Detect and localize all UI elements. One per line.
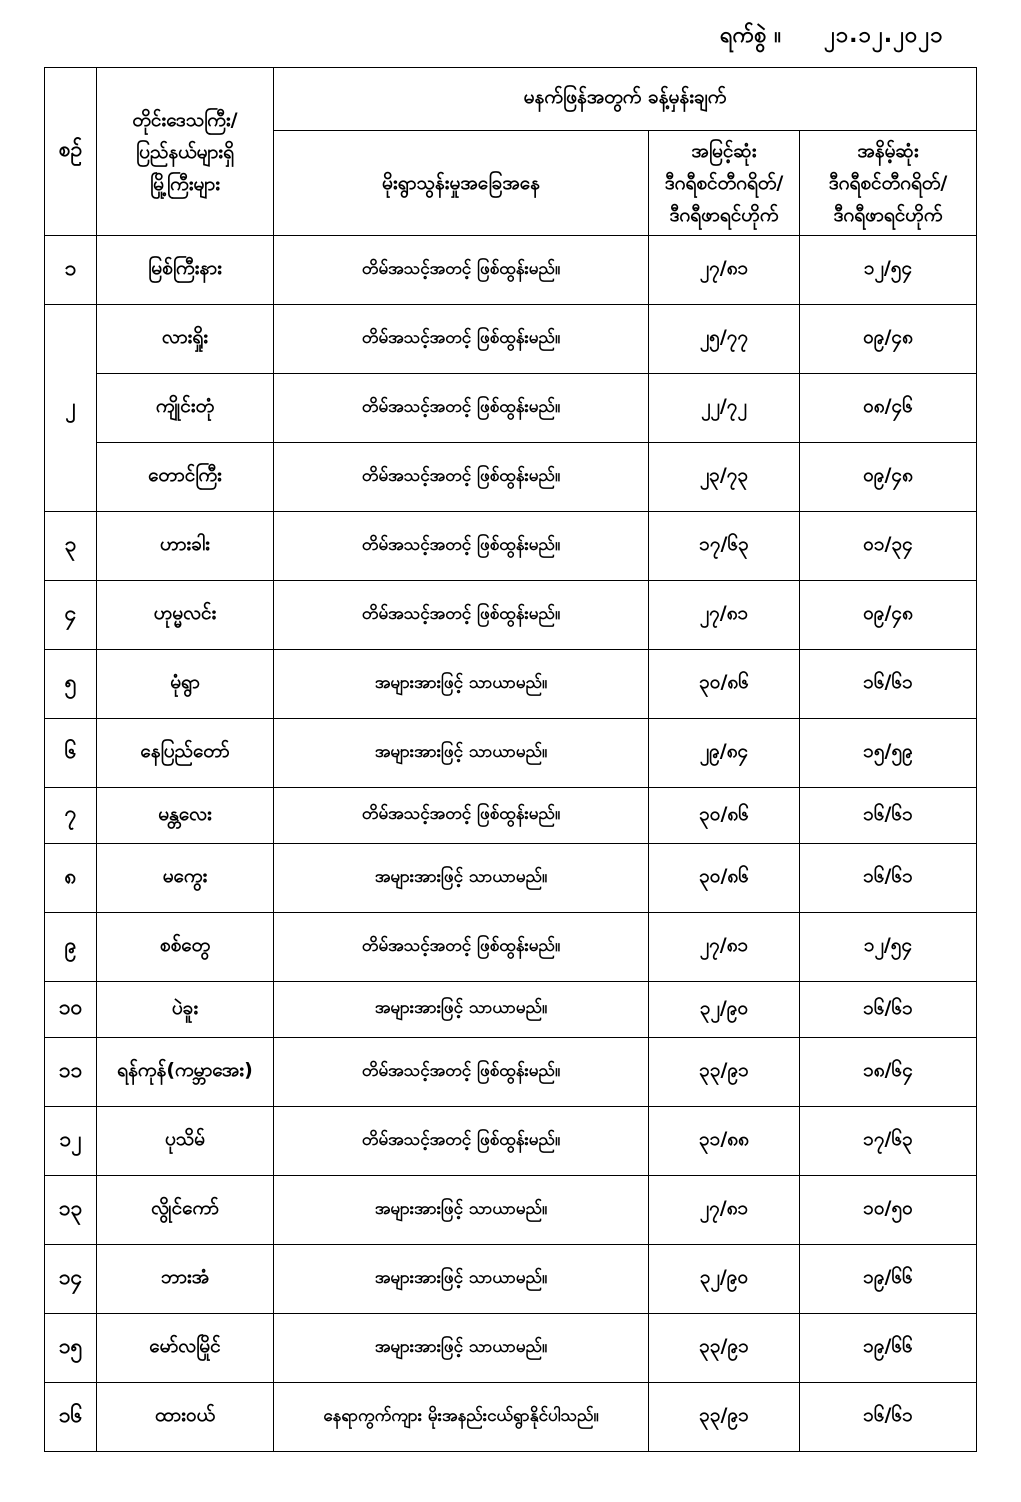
- row-serial: ၇: [45, 788, 97, 844]
- row-forecast: တိမ်အသင့်အတင့် ဖြစ်ထွန်းမည်။: [274, 305, 649, 374]
- row-min-temp: ၀၉/၄၈: [800, 581, 977, 650]
- row-max-temp: ၃၂/၉၀: [649, 1245, 800, 1314]
- header-serial: စဉ်: [45, 68, 97, 236]
- table-row: [45, 443, 977, 512]
- row-forecast: တိမ်အသင့်အတင့် ဖြစ်ထွန်းမည်။: [274, 581, 649, 650]
- table-row: [45, 305, 977, 374]
- forecast-table: [44, 67, 977, 1452]
- header-city: [97, 68, 274, 236]
- table-row: [45, 1245, 977, 1314]
- row-forecast: တိမ်အသင့်အတင့် ဖြစ်ထွန်းမည်။: [274, 913, 649, 982]
- table-row: [45, 581, 977, 650]
- row-min-temp: ၁၅/၅၉: [800, 719, 977, 788]
- row-min-temp: ၀၉/၄၈: [800, 305, 977, 374]
- table-row: [45, 236, 977, 305]
- row-city: မန္တလေး: [97, 788, 274, 844]
- header-weather: မိုးရွာသွန်းမှုအခြေအနေ: [274, 131, 649, 236]
- table-row: [45, 1176, 977, 1245]
- row-max-temp: ၂၇/၈၁: [649, 581, 800, 650]
- row-serial: ၁: [45, 236, 97, 305]
- row-forecast: တိမ်အသင့်အတင့် ဖြစ်ထွန်းမည်။: [274, 788, 649, 844]
- row-max-temp: ၂၅/၇၇: [649, 305, 800, 374]
- row-max-temp: ၂၇/၈၁: [649, 236, 800, 305]
- row-city: နေပြည်တော်: [97, 719, 274, 788]
- table-row: [45, 1107, 977, 1176]
- header-min-temp: [800, 131, 977, 236]
- row-city: မြစ်ကြီးနား: [97, 236, 274, 305]
- header-max-line3: ဒီဂရီဖာရင်ဟိုက်: [669, 204, 779, 226]
- row-max-temp: ၃၀/၈၆: [649, 788, 800, 844]
- row-city: စစ်တွေ: [97, 913, 274, 982]
- row-forecast: တိမ်အသင့်အတင့် ဖြစ်ထွန်းမည်။: [274, 1107, 649, 1176]
- row-city: မော်လမြိုင်: [97, 1314, 274, 1383]
- row-serial: ၈: [45, 844, 97, 913]
- row-serial: ၁၄: [45, 1245, 97, 1314]
- row-max-temp: ၃၀/၈၆: [649, 650, 800, 719]
- header-max-temp: [649, 131, 800, 236]
- row-forecast: အများအားဖြင့် သာယာမည်။: [274, 1245, 649, 1314]
- row-serial: ၁၁: [45, 1038, 97, 1107]
- header-city-line1: တိုင်းဒေသကြီး/: [132, 108, 238, 131]
- row-max-temp: ၂၉/၈၄: [649, 719, 800, 788]
- date-line: [720, 20, 950, 52]
- row-max-temp: ၂၃/၇၃: [649, 443, 800, 512]
- row-city: လားရှိုး: [97, 305, 274, 374]
- row-city: ရန်ကုန်(ကမ္ဘာအေး): [97, 1038, 274, 1107]
- row-min-temp: ၁၆/၆၁: [800, 982, 977, 1038]
- date-value: ၂၁.၁၂.၂၀၂၁: [824, 22, 944, 48]
- row-min-temp: ၁၆/၆၁: [800, 844, 977, 913]
- row-city: ထားဝယ်: [97, 1383, 274, 1452]
- row-serial: ၁၀: [45, 982, 97, 1038]
- header-min-line1: အနိမ့်ဆုံး: [857, 140, 919, 162]
- row-min-temp: ၁၂/၅၄: [800, 236, 977, 305]
- table-row: [45, 374, 977, 443]
- row-min-temp: ၁၉/၆၆: [800, 1245, 977, 1314]
- header-min-line3: ဒီဂရီဖာရင်ဟိုက်: [833, 204, 943, 226]
- row-max-temp: ၃၂/၉၀: [649, 982, 800, 1038]
- row-city: တောင်ကြီး: [97, 443, 274, 512]
- row-forecast: တိမ်အသင့်အတင့် ဖြစ်ထွန်းမည်။: [274, 1038, 649, 1107]
- row-forecast: တိမ်အသင့်အတင့် ဖြစ်ထွန်းမည်။: [274, 443, 649, 512]
- row-serial: ၁၃: [45, 1176, 97, 1245]
- header-max-line2: ဒီဂရီစင်တီဂရိတ်/: [664, 172, 784, 194]
- row-serial: ၉: [45, 913, 97, 982]
- row-serial: ၁၅: [45, 1314, 97, 1383]
- table-row: [45, 1314, 977, 1383]
- row-min-temp: ၁၆/၆၁: [800, 1383, 977, 1452]
- row-forecast: အများအားဖြင့် သာယာမည်။: [274, 982, 649, 1038]
- row-max-temp: ၃၀/၈၆: [649, 844, 800, 913]
- row-min-temp: ၀၁/၃၄: [800, 512, 977, 581]
- row-city: ဘားအံ: [97, 1245, 274, 1314]
- row-serial: ၁၆: [45, 1383, 97, 1452]
- row-serial: ၄: [45, 581, 97, 650]
- row-min-temp: ၁၀/၅၀: [800, 1176, 977, 1245]
- row-max-temp: ၃၃/၉၁: [649, 1314, 800, 1383]
- row-city: လွိုင်ကော်: [97, 1176, 274, 1245]
- row-serial: ၁၂: [45, 1107, 97, 1176]
- row-city: ဟုမ္မလင်း: [97, 581, 274, 650]
- row-city: မုံရွာ: [97, 650, 274, 719]
- row-serial: ၆: [45, 719, 97, 788]
- row-forecast: တိမ်အသင့်အတင့် ဖြစ်ထွန်းမည်။: [274, 374, 649, 443]
- row-forecast: တိမ်အသင့်အတင့် ဖြစ်ထွန်းမည်။: [274, 236, 649, 305]
- row-city: ဟားခါး: [97, 512, 274, 581]
- header-forecast-group: မနက်ဖြန်အတွက် ခန့်မှန်းချက်: [274, 68, 977, 131]
- row-city: ပဲခူး: [97, 982, 274, 1038]
- row-max-temp: ၂၇/၈၁: [649, 1176, 800, 1245]
- row-max-temp: ၃၃/၉၁: [649, 1038, 800, 1107]
- row-forecast: အများအားဖြင့် သာယာမည်။: [274, 1176, 649, 1245]
- row-forecast: နေရာကွက်ကျား မိုးအနည်းငယ်ရွာနိုင်ပါသည်။: [274, 1383, 649, 1452]
- row-min-temp: ၁၈/၆၄: [800, 1038, 977, 1107]
- row-min-temp: ၁၇/၆၃: [800, 1107, 977, 1176]
- row-min-temp: ၀၉/၄၈: [800, 443, 977, 512]
- row-forecast: အများအားဖြင့် သာယာမည်။: [274, 719, 649, 788]
- table-row: [45, 788, 977, 844]
- header-city-line3: မြို့ကြီးများ: [149, 172, 221, 195]
- table-row: [45, 512, 977, 581]
- row-min-temp: ၁၉/၆၆: [800, 1314, 977, 1383]
- row-city: မကွေး: [97, 844, 274, 913]
- row-serial: ၅: [45, 650, 97, 719]
- row-max-temp: ၃၃/၉၁: [649, 1383, 800, 1452]
- table-row: [45, 844, 977, 913]
- date-label: ရက်စွဲ ။: [720, 22, 781, 48]
- row-min-temp: ၁၂/၅၄: [800, 913, 977, 982]
- row-min-temp: ၀၈/၄၆: [800, 374, 977, 443]
- row-forecast: အများအားဖြင့် သာယာမည်။: [274, 650, 649, 719]
- row-city: ပုသိမ်: [97, 1107, 274, 1176]
- row-min-temp: ၁၆/၆၁: [800, 650, 977, 719]
- table-row: [45, 719, 977, 788]
- row-forecast: အများအားဖြင့် သာယာမည်။: [274, 1314, 649, 1383]
- table-row: [45, 1038, 977, 1107]
- row-max-temp: ၂၂/၇၂: [649, 374, 800, 443]
- row-max-temp: ၂၇/၈၁: [649, 913, 800, 982]
- row-max-temp: ၁၇/၆၃: [649, 512, 800, 581]
- row-forecast: တိမ်အသင့်အတင့် ဖြစ်ထွန်းမည်။: [274, 512, 649, 581]
- header-city-line2: ပြည်နယ်များရှိ: [135, 140, 235, 163]
- table-row: [45, 650, 977, 719]
- table-row: [45, 982, 977, 1038]
- row-serial: ၃: [45, 512, 97, 581]
- header-min-line2: ဒီဂရီစင်တီဂရိတ်/: [828, 172, 948, 194]
- row-serial: ၂: [45, 305, 97, 512]
- row-min-temp: ၁၆/၆၁: [800, 788, 977, 844]
- table-row: [45, 1383, 977, 1452]
- row-max-temp: ၃၁/၈၈: [649, 1107, 800, 1176]
- table-row: [45, 913, 977, 982]
- row-forecast: အများအားဖြင့် သာယာမည်။: [274, 844, 649, 913]
- header-max-line1: အမြင့်ဆုံး: [691, 140, 757, 162]
- row-city: ကျိုင်းတုံ: [97, 374, 274, 443]
